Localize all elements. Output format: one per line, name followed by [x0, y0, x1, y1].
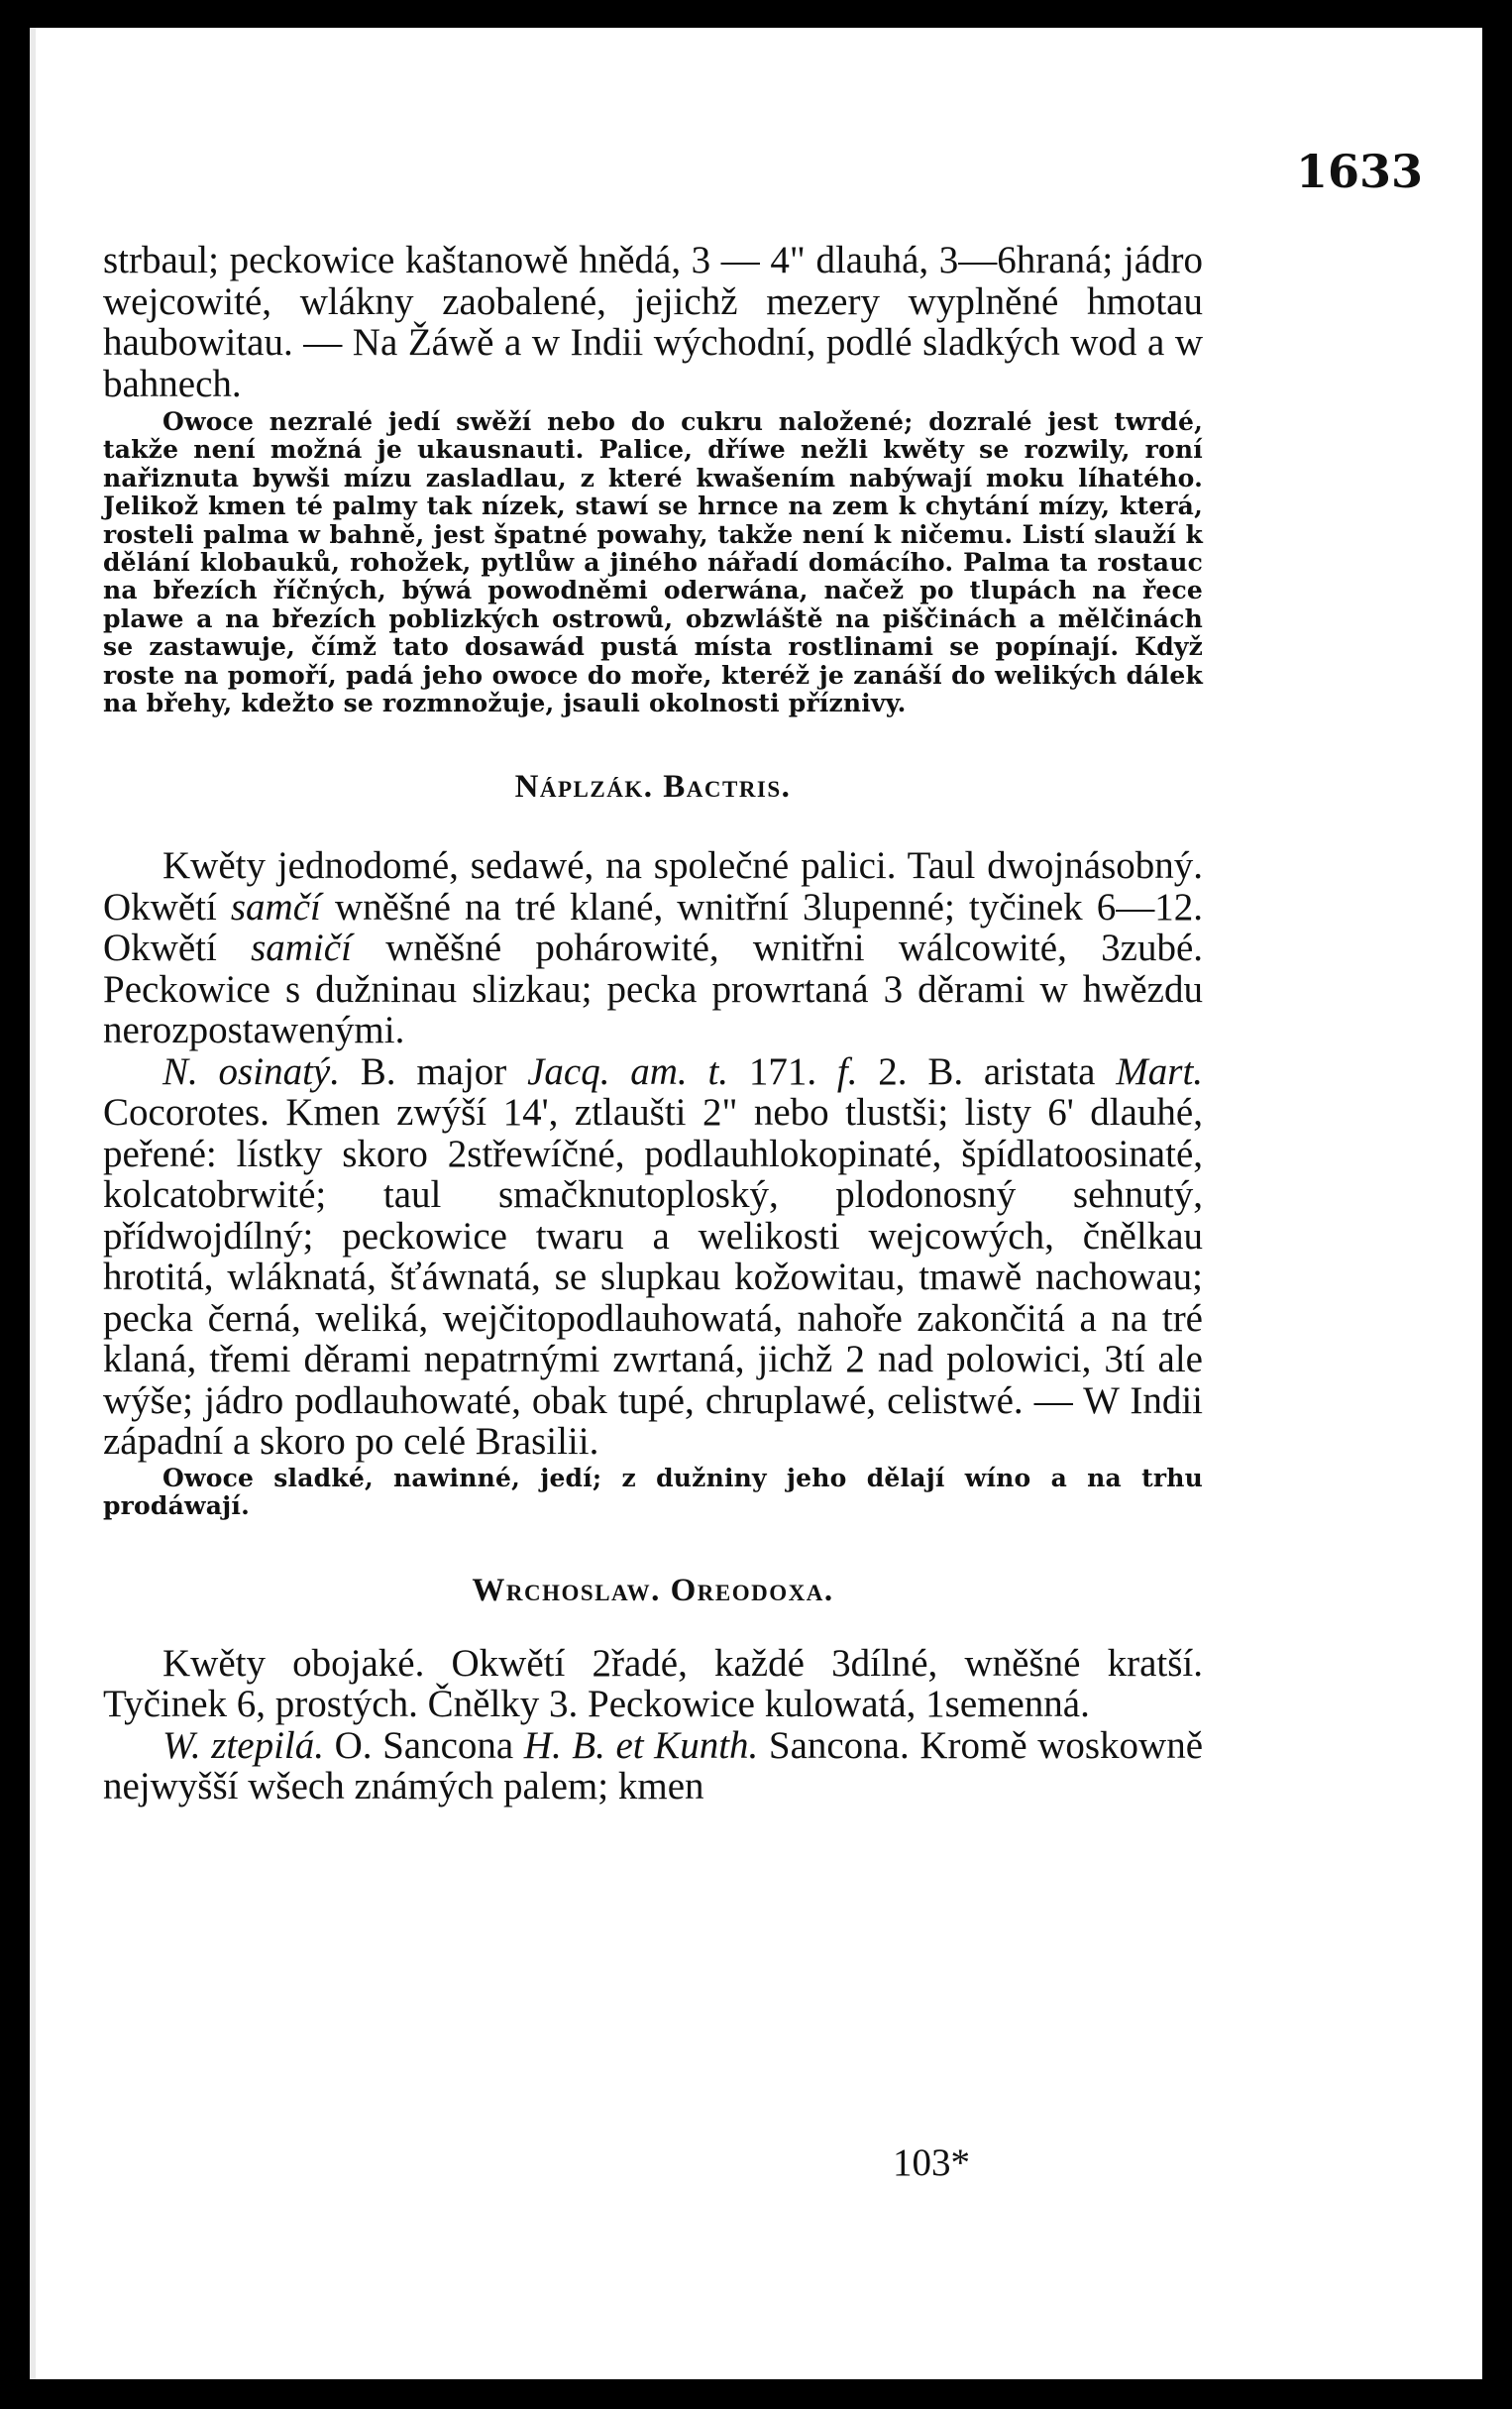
signature-mark: 103* — [893, 2141, 970, 2184]
citation-author: H. B. et Kunth. — [523, 1723, 759, 1767]
genus-latin-name: Oreodoxa. — [670, 1572, 834, 1608]
page-number: 1633 — [1295, 145, 1423, 198]
genus-czech-name: Wrchoslaw. — [472, 1572, 661, 1608]
citation-author: Mart. — [1116, 1049, 1204, 1093]
genus-latin-name: Bactris. — [663, 769, 792, 806]
paragraph-bactris-species: N. osinatý. B. major Jacq. am. t. 171. f. 2. B. aristata Mart. Cocorotes. Kmen zwýší 14', ztlaušti 2" nebo tlustši; listy 6' dlauhé, peřené: lístky skoro 2střewíčné, podlauhlokopinaté, špídlatoosinaté, kolcatobrwité; taul smačknutoploský, plodonosný sehnutý, přídwojdílný; peckowice twaru a welikosti wejcowých, čnělkau hrotitá, wláknatá, šťáwnatá, se slupkau kožowitau, tmawě nachowau; pecka černá, weliká, wejčitopodlauhowatá, nahoře zakončitá a na tré klaná, třemi děrami nepatrnými zwrtaná, jichž 2 nad polowici, 3tí ale wýše; jádro podlauhowaté, obak tupé, chruplawé, celistwé. — W Indii západní a skoro po celé Brasilii. — [103, 1049, 1204, 1464]
page-body — [103, 240, 1203, 1807]
emphasis-word: samčí — [230, 885, 321, 929]
citation-author: Jacq. am. t. — [527, 1049, 729, 1093]
emphasis-word: samičí — [251, 927, 352, 970]
paragraph-notes-fruit: Owoce sladké, nawinné, jedí; z dužniny jeho dělají wíno a na trhu prodáwají. — [103, 1463, 1203, 1521]
genus-heading-bactris — [103, 769, 1203, 806]
paragraph-bactris-description: Kwěty jednodomé, sedawé, na společné palici. Taul dwojnásobný. Okwětí samčí wněšné na tré klané, wnitřní 3lupenné; tyčinek 6—12. Okwětí samičí wněšné pohárowité, wnitřni wálcowité, 3zubé. Peckowice s dužninau slizkau; pecka prowrtaná 3 děrami w hwězdu nerozpostawenými. — [103, 844, 1204, 1052]
paragraph-notes-palm: Owoce nezralé jedí swěží nebo do cukru naložené; dozralé jest twrdé, takže není možná je ukausnauti. Palice, dříwe nežli kwěty se rozwily, roní nařiznuta bywši mízu zasladlau, z které kwašením nabýwají moku líhatého. Jelikož kmen té palmy tak nízek, stawí se hrnce na zem k chytání mízy, která, rosteli palma w bahně, jest špatné powahy, takže není k ničemu. Listí slauží k dělání klobauků, rohožek, pytlůw a jiného nářadí domácího. Palma ta rostauc na březích říčných, býwá powodněmi oderwána, načež po tlupách na řece plawe a na březích poblizkých ostrowů, obzwláště na piščinách a mělčinách se zastawuje, čímž tato dosawád pustá místa rostlinami se popínají. Když roste na pomoří, padá jeho owoce do moře, kteréž je zanáší do welikých dálek na břehy, kdežto se rozmnožuje, jsauli okolnosti příznivy. — [103, 407, 1203, 718]
genus-heading-oreodoxa — [103, 1573, 1203, 1609]
scanned-page — [30, 28, 1482, 2379]
species-name: W. ztepilá. — [162, 1723, 324, 1767]
paragraph-oreodoxa-description: Kwěty obojaké. Okwětí 2řadé, každé 3dílné, wněšné kratší. Tyčinek 6, prostých. Čnělky 3. Peckowice kulowatá, 1semenná. — [103, 1641, 1203, 1726]
genus-czech-name: Náplzák. — [514, 769, 654, 806]
paragraph-continuation: strbaul; peckowice kaštanowě hnědá, 3 — 4" dlauhá, 3—6hraná; jádro wejcowité, wlákny zaobalené, jejichž mezery wyplněné hmotau haubowitau. — Na Žáwě a w Indii wýchodní, podlé sladkých wod a w bahnech. — [103, 239, 1203, 405]
species-name: N. osinatý. — [162, 1049, 340, 1093]
paragraph-oreodoxa-species: W. ztepilá. O. Sancona H. B. et Kunth. Sancona. Kromě woskowně nejwyšší wšech známých palem; kmen — [103, 1723, 1204, 1808]
